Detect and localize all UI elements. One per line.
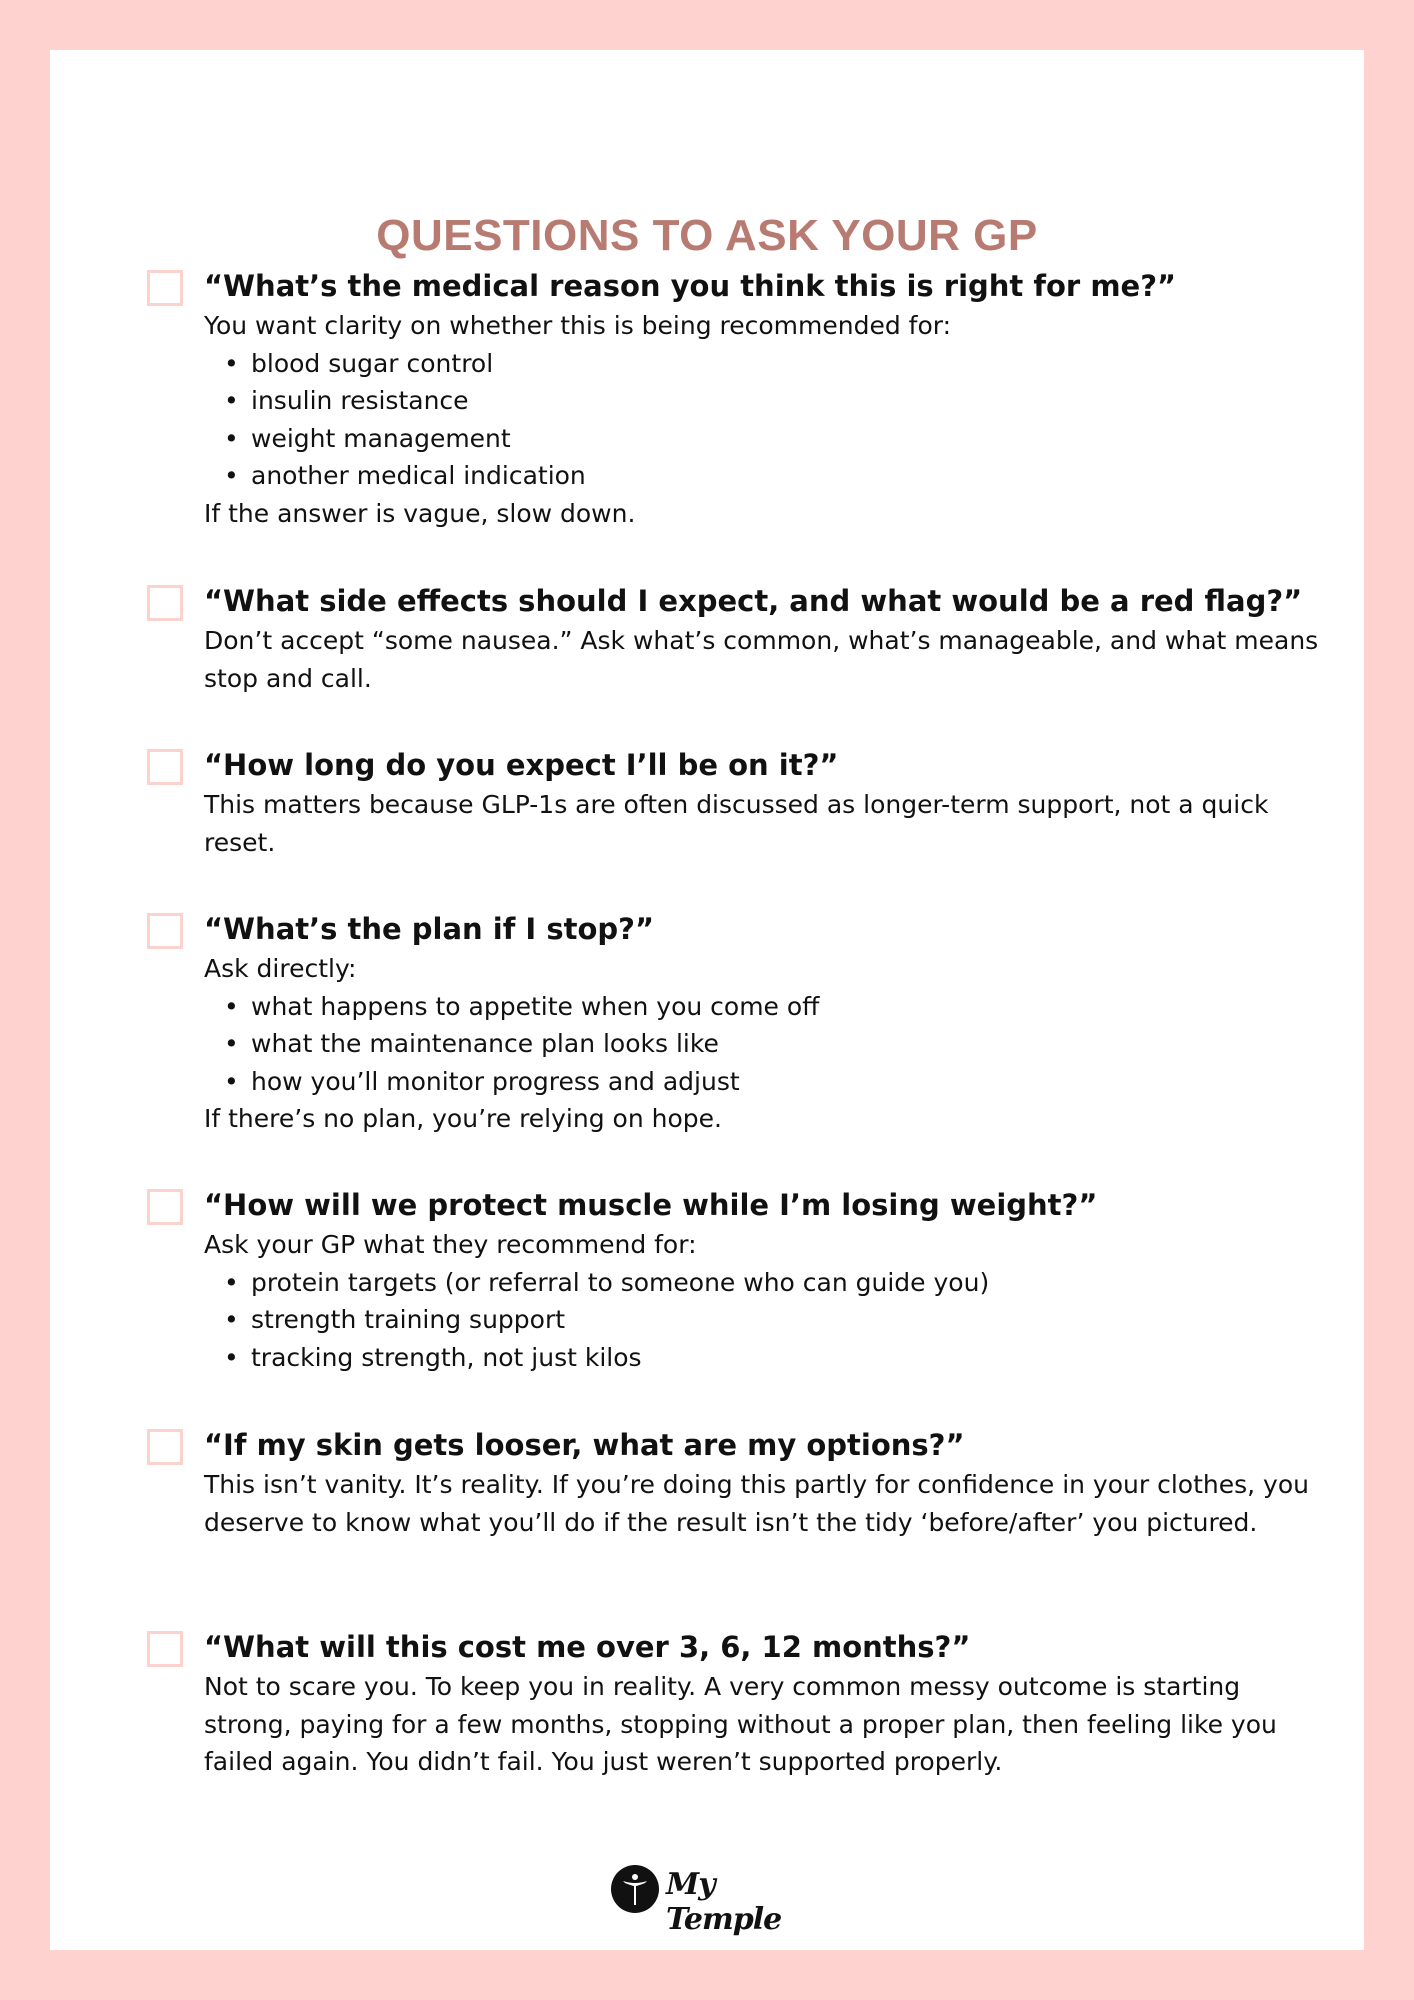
question-outro: If there’s no plan, you’re relying on hope. bbox=[204, 1104, 722, 1133]
question-text: “How long do you expect I’ll be on it?” bbox=[204, 748, 839, 782]
question-intro: Not to scare you. To keep you in reality. A very common messy outcome is starting strong, paying for a few months, stopping without a proper plan, then feeling like you failed again. You didn’t fail. You just weren’t supported properly. bbox=[204, 1672, 1277, 1776]
question-intro: Don’t accept “some nausea.” Ask what’s common, what’s manageable, and what means stop and call. bbox=[204, 626, 1319, 693]
page-title: QUESTIONS TO ASK YOUR GP bbox=[376, 211, 1038, 261]
question-intro: Ask your GP what they recommend for: bbox=[204, 1230, 697, 1259]
list-item: • strength training support bbox=[224, 1301, 1324, 1339]
logo-text: My Temple bbox=[666, 1867, 782, 1937]
list-item: • protein targets (or referral to someone who can guide you) bbox=[224, 1264, 1324, 1302]
checkbox-5[interactable] bbox=[147, 1189, 183, 1225]
question-intro: This isn’t vanity. It’s reality. If you’re doing this partly for confidence in your clothes, you deserve to know what you’ll do if the result isn’t the tidy ‘before/after’ you pictured. bbox=[204, 1470, 1309, 1537]
page bbox=[50, 50, 1364, 1950]
temple-figure-icon bbox=[611, 1865, 659, 1913]
question-text: “If my skin gets looser, what are my options?” bbox=[204, 1428, 965, 1462]
question-text: “What’s the plan if I stop?” bbox=[204, 912, 655, 946]
question-text: “What side effects should I expect, and what would be a red flag?” bbox=[204, 584, 1303, 618]
checkbox-7[interactable] bbox=[147, 1631, 183, 1667]
question-intro: Ask directly: bbox=[204, 954, 357, 983]
list-item: • what the maintenance plan looks like bbox=[224, 1025, 1324, 1063]
bullet-list bbox=[204, 1264, 1324, 1377]
list-item: • how you’ll monitor progress and adjust bbox=[224, 1063, 1324, 1101]
checkbox-2[interactable] bbox=[147, 585, 183, 621]
question-outro: If the answer is vague, slow down. bbox=[204, 498, 636, 528]
list-item: • another medical indication bbox=[224, 457, 1324, 495]
bullet-list bbox=[204, 988, 1324, 1101]
question-text: “How will we protect muscle while I’m losing weight?” bbox=[204, 1188, 1098, 1222]
list-item: • what happens to appetite when you come off bbox=[224, 988, 1324, 1026]
checkbox-4[interactable] bbox=[147, 913, 183, 949]
checkbox-6[interactable] bbox=[147, 1429, 183, 1465]
question-text: “What’s the medical reason you think this is right for me?” bbox=[204, 269, 1177, 303]
checkbox-1[interactable] bbox=[147, 270, 183, 306]
question-intro: You want clarity on whether this is being recommended for: bbox=[204, 311, 952, 340]
checkbox-3[interactable] bbox=[147, 749, 183, 785]
list-item: • tracking strength, not just kilos bbox=[224, 1339, 1324, 1377]
list-item: • blood sugar control bbox=[224, 345, 1324, 383]
list-item: • insulin resistance bbox=[224, 382, 1324, 420]
question-text: “What will this cost me over 3, 6, 12 months?” bbox=[204, 1630, 971, 1664]
bullet-list bbox=[204, 345, 1324, 495]
brand-logo bbox=[611, 1863, 811, 1937]
list-item: • weight management bbox=[224, 420, 1324, 458]
question-intro: This matters because GLP-1s are often discussed as longer-term support, not a quick reset. bbox=[204, 790, 1269, 857]
